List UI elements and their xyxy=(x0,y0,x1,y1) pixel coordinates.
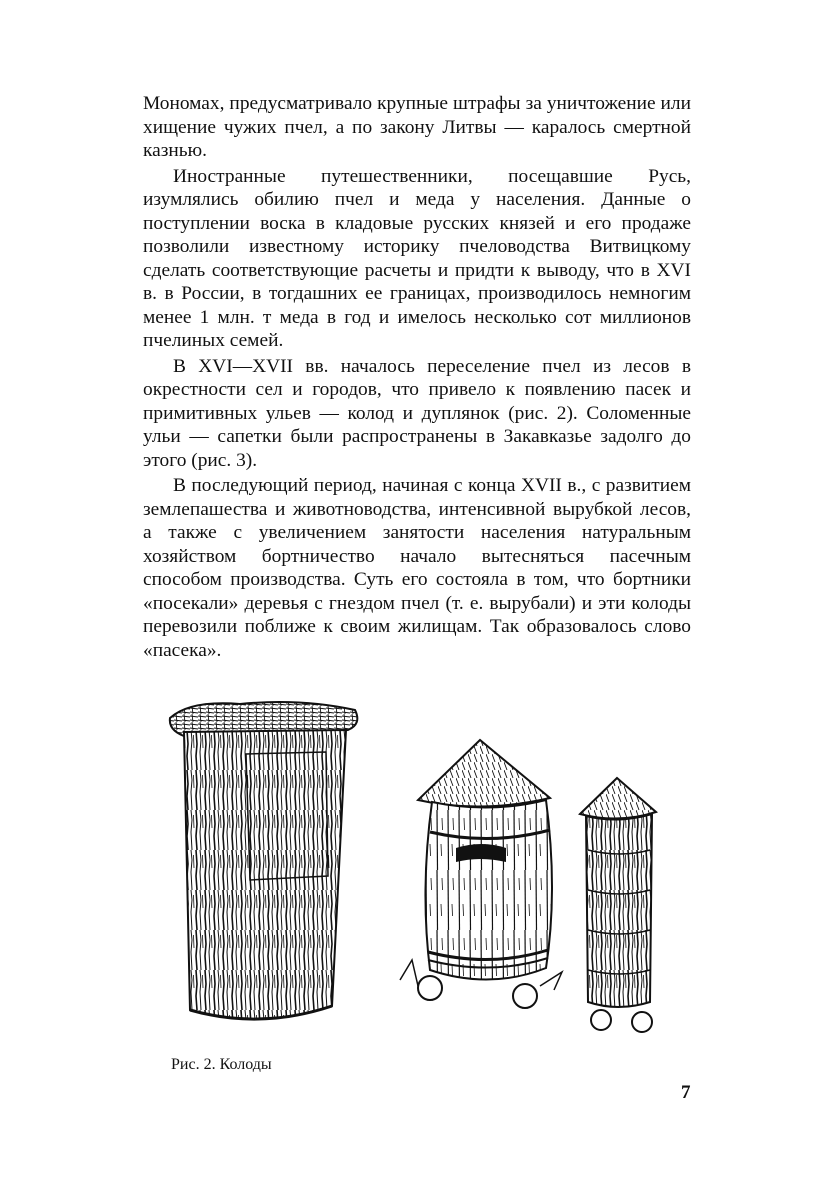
tall-hive xyxy=(580,778,656,1032)
paragraph-3: В XVI—XVII вв. началось переселение пчел из лесов в окрестности сел и городов, что привело к появлению пасек и примитивных ульев — колод и дуплянок (рис. 2). Соломенные ульи — сапетки были распространены в Закавказье задолго до этого (рис. 3). xyxy=(143,355,691,471)
log-hive xyxy=(170,702,357,1019)
figure-caption: Рис. 2. Колоды xyxy=(171,1056,272,1073)
body-text xyxy=(143,92,691,664)
paragraph-4: В последующий период, начиная с конца XVII в., с развитием землепашества и животноводства, интенсивной вырубкой лесов, а также с увеличением занятости населения натуральным хозяйством бортничество начало вытесняться пасечным способом производства. Суть его состояла в том, что бортники «посекали» деревья с гнездом пчел (т. е. вырубали) и эти колоды перевозили поближе к своим жилищам. Так образовалось слово «пасека». xyxy=(143,475,691,661)
paragraph-2: Иностранные путешественники, посещавшие Русь, изумлялись обилию пчел и меда у населения. Данные о поступлении воска в кладовые русских князей и его продаже позволили известному историку пчеловодства Витвицкому сделать соответствующие расчеты и придти к выводу, что в XVI в. в России, в тогдашних ее границах, производилось немногим менее 1 млн. т меда в год и имелось несколько сот миллионов пчелиных семей. xyxy=(143,165,691,351)
figure-kolody xyxy=(150,690,690,1050)
barrel-hive xyxy=(400,740,562,1008)
paragraph-1: Мономах, предусматривало крупные штрафы за уничтожение или хищение чужих пчел, а по закону Литвы — каралось смертной казнью. xyxy=(143,93,691,161)
page-number: 7 xyxy=(681,1082,691,1103)
